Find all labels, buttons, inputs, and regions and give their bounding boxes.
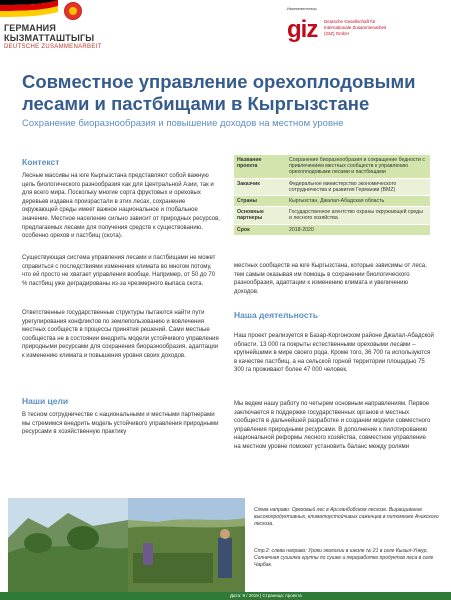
german-flag-graphic bbox=[0, 0, 58, 22]
activity-paragraph-2: Мы ведем нашу работу по четырем основным направлениям. Первое заключается в поддержке государственных органов и местных сообществ в дальнейшей разработке и создании модели совместного управления природными ресурсами. В дополнение к пилотированию национальной реформы лесного хозяйства, совместное управление на местном уровне поможет установить баланс между ролями bbox=[234, 401, 431, 450]
partner-label-en: DEUTSCHE ZUSAMMENARBEIT bbox=[4, 44, 102, 50]
goals-heading: Наши цели bbox=[22, 396, 69, 406]
project-info-table bbox=[234, 155, 430, 236]
page-title: Совместное управление орехоплодовыми лесами и пастбищами в Кыргызстане bbox=[22, 71, 416, 114]
table-value: Государственное агентство охраны окружающей среды и лесного хозяйства bbox=[286, 207, 430, 224]
page-subtitle: Сохранение биоразнообразия и повышение доходов на местном уровне bbox=[22, 118, 344, 129]
walnut-forest-photo bbox=[8, 498, 245, 592]
table-label: Название проекта bbox=[234, 155, 286, 178]
photo-caption-1: Слева направо: Ореховый лес в Арсланбобском лесхозе. Выращивание высокопродуктивных, климатоустойчивых саженцев в питомнике Ачикского лесхоза. bbox=[254, 507, 439, 527]
table-row bbox=[234, 207, 430, 224]
activity-heading: Наша деятельность bbox=[234, 310, 318, 320]
table-value: 2018-2020 bbox=[286, 224, 430, 235]
table-row bbox=[234, 196, 430, 207]
table-row bbox=[234, 155, 430, 178]
giz-logo: giz bbox=[287, 16, 318, 43]
footer-text: Дата: 9 / 2019 | Страница: проекта bbox=[230, 593, 302, 598]
footer-bar bbox=[0, 592, 451, 600]
table-value: Кыргызстан, Джалал-Абадская область bbox=[286, 196, 430, 207]
partner-label-de: ГЕРМАНИЯ bbox=[4, 23, 57, 33]
context-paragraph-2: Существующая система управления лесами и пастбищами не может справиться с последствиями изменения климата во многом потому, что ей просто не хватает управления вообще. Например, от 50 до 70 % пастбищ уже деградированы из-за чрезмерного выпаса скота. bbox=[22, 255, 216, 287]
goals-paragraph-continued: местных сообществ на юге Кыргызстана, которые зависимы от леса, тем самым оказывая им помощь в сохранении биологического разнообразия, адаптации к изменению климата и увеличению доходов. bbox=[234, 263, 427, 295]
activity-paragraph-1: Наш проект реализуется в Базар-Коргонском районе Джалал-Абадской области. 13 000 га покрыты естественными ореховыми лесами – крупнейшими в мире своего рода. Кроме того, 36 700 га используются в качестве пастбищ, а на сельской горной территории площадью 75 300 га проживают более 47 000 человек. bbox=[234, 333, 434, 374]
giz-logo-subtitle: Deutsche Gesellschaft für Internationale Zusammenarbeit (GIZ) GmbH bbox=[324, 19, 387, 36]
table-value: Федеральное министерство экономического сотрудничества и развития Германии (BMZ) bbox=[286, 178, 430, 195]
table-label: Срок bbox=[234, 224, 286, 235]
table-label: Основные партнеры bbox=[234, 207, 286, 224]
context-heading: Контекст bbox=[22, 157, 60, 167]
photo-caption-2: Стр.2: слева направо: Уроки экологии в школе № 21 в селе Кызыл-Ункур. Солнечная сушилка группы по сушке и переработке продуктов леса в селе Чарбак. bbox=[254, 548, 434, 568]
context-paragraph-1: Лесные массивы на юге Кыргызстана представляют собой важную цепь биологического разнообразия как для Центральной Азии, так и для всего мира. Поскольку многие сорта фруктовых и ореховых деревьев издавна произрастали в этих лесах, сохранение окружающей среды имеет важное национальное и глобальное значение. Местное население сильно зависит от природных ресурсов, предлагаемых лесами для получения средств к существованию, особенно орехов и пастбищ (скота). bbox=[22, 173, 220, 240]
table-row bbox=[234, 224, 430, 235]
goals-paragraph-1: В тесном сотрудничестве с национальными и местными партнерами мы стремимся внедрить модель устойчивого управления природными ресурсами в хозяйственную практику bbox=[22, 412, 219, 436]
table-row bbox=[234, 178, 430, 195]
context-paragraph-3: Ответственные государственные структуры пытаются найти пути урегулирования конфликтов по землепользованию и вовлечения местных сообществ в процессы принятия решений. Сами местные сообщества не в состоянии внедрить модели устойчивого управления природными ресурсами для сохранения биоразнообразия, адаптации к изменению климата и повышения уровня своих доходов. bbox=[22, 310, 219, 359]
kyrgyz-flag-emblem bbox=[64, 2, 82, 20]
table-value: Сохранение биоразнообразия и сокращение бедности с привлечением местных сообществ к управлению орехоплодовыми лесами и пастбищами bbox=[286, 155, 430, 178]
table-label: Заказчик bbox=[234, 178, 286, 195]
partner-label-kg: КЫЗМАТТАШТЫГЫ bbox=[4, 33, 95, 43]
implementer-label: Имплементатор bbox=[287, 6, 317, 11]
table-label: Страны bbox=[234, 196, 286, 207]
